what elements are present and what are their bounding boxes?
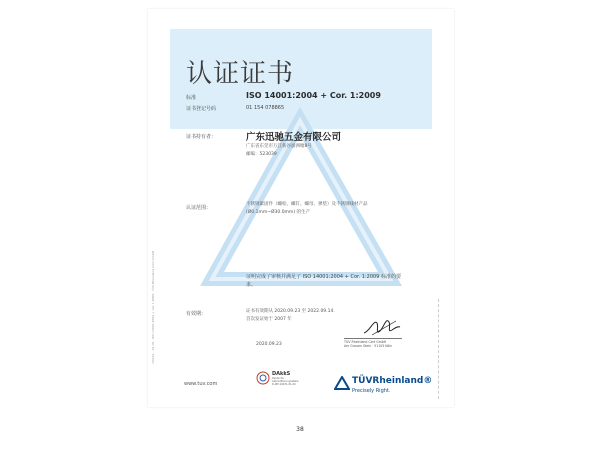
postcode: 邮编：523039 <box>246 152 277 157</box>
company-name: 广东迅驰五金有限公司 <box>246 132 342 143</box>
first-issue: 首次发证始于 2007 年 <box>246 317 292 322</box>
dakks-sub-3: D-ZM-16031-01-00 <box>272 383 296 386</box>
validity-label: 有效期： <box>186 311 207 317</box>
issue-date: 2020.09.23 <box>256 342 282 347</box>
scope-line-2: (Ø0.1mm~Ø30.0mm) 的生产 <box>246 210 311 215</box>
registration-label: 证书登记号码 <box>186 106 217 112</box>
audit-statement: 证明完成了审核并满足了 ISO 14001:2004 + Cor. 1:2009 标准的要求。 <box>246 274 401 288</box>
registration-number: 01 154 078865 <box>246 105 285 111</box>
tuv-triangle-icon <box>334 376 350 390</box>
page-number: 38 <box>296 426 304 433</box>
dakks-emblem-icon <box>256 371 270 385</box>
issuer-name: TÜV Rheinland Cert GmbH <box>344 340 387 344</box>
scope-line-1: 不锈钢紧固件（螺栓、螺钉、螺母、弹垫）及不锈钢线材产品 <box>246 202 368 207</box>
signature <box>362 313 402 339</box>
dakks-sub-2: Akkreditierungsstelle <box>272 380 299 383</box>
company-address: 广东省东莞市万江新谷涌洲塘8号 <box>246 144 312 149</box>
certificate-title: 认证证书 <box>186 59 295 89</box>
dakks-title: DAkkS <box>272 371 291 377</box>
signature-line <box>344 338 402 339</box>
scope-label: 认证范围： <box>186 205 212 211</box>
issuer-address: Am Grauen Stein · 51105 Köln <box>344 344 393 348</box>
website: www.tuv.com <box>184 381 218 387</box>
dakks-sub-1: Deutsche <box>272 377 284 380</box>
tuv-slogan: Precisely Right. <box>352 388 391 394</box>
holder-label: 证书持有者： <box>186 134 217 140</box>
certificate-sheet <box>148 9 454 407</box>
vertical-reference-text: 10/221 · 10.18 · ISO 14001:2004 + Cor 1:2009 · TÜV Rheinland Cert GmbH <box>151 251 155 364</box>
edge-dashed-line <box>438 299 440 399</box>
standard-value: ISO 14001:2004 + Cor. 1:2009 <box>246 91 381 100</box>
validity-period: 证书有效期从 2020.09.23 至 2022.09.14. <box>246 309 335 314</box>
standard-label: 标准 <box>186 95 197 101</box>
tuv-brand: TÜVRheinland® <box>352 376 433 386</box>
